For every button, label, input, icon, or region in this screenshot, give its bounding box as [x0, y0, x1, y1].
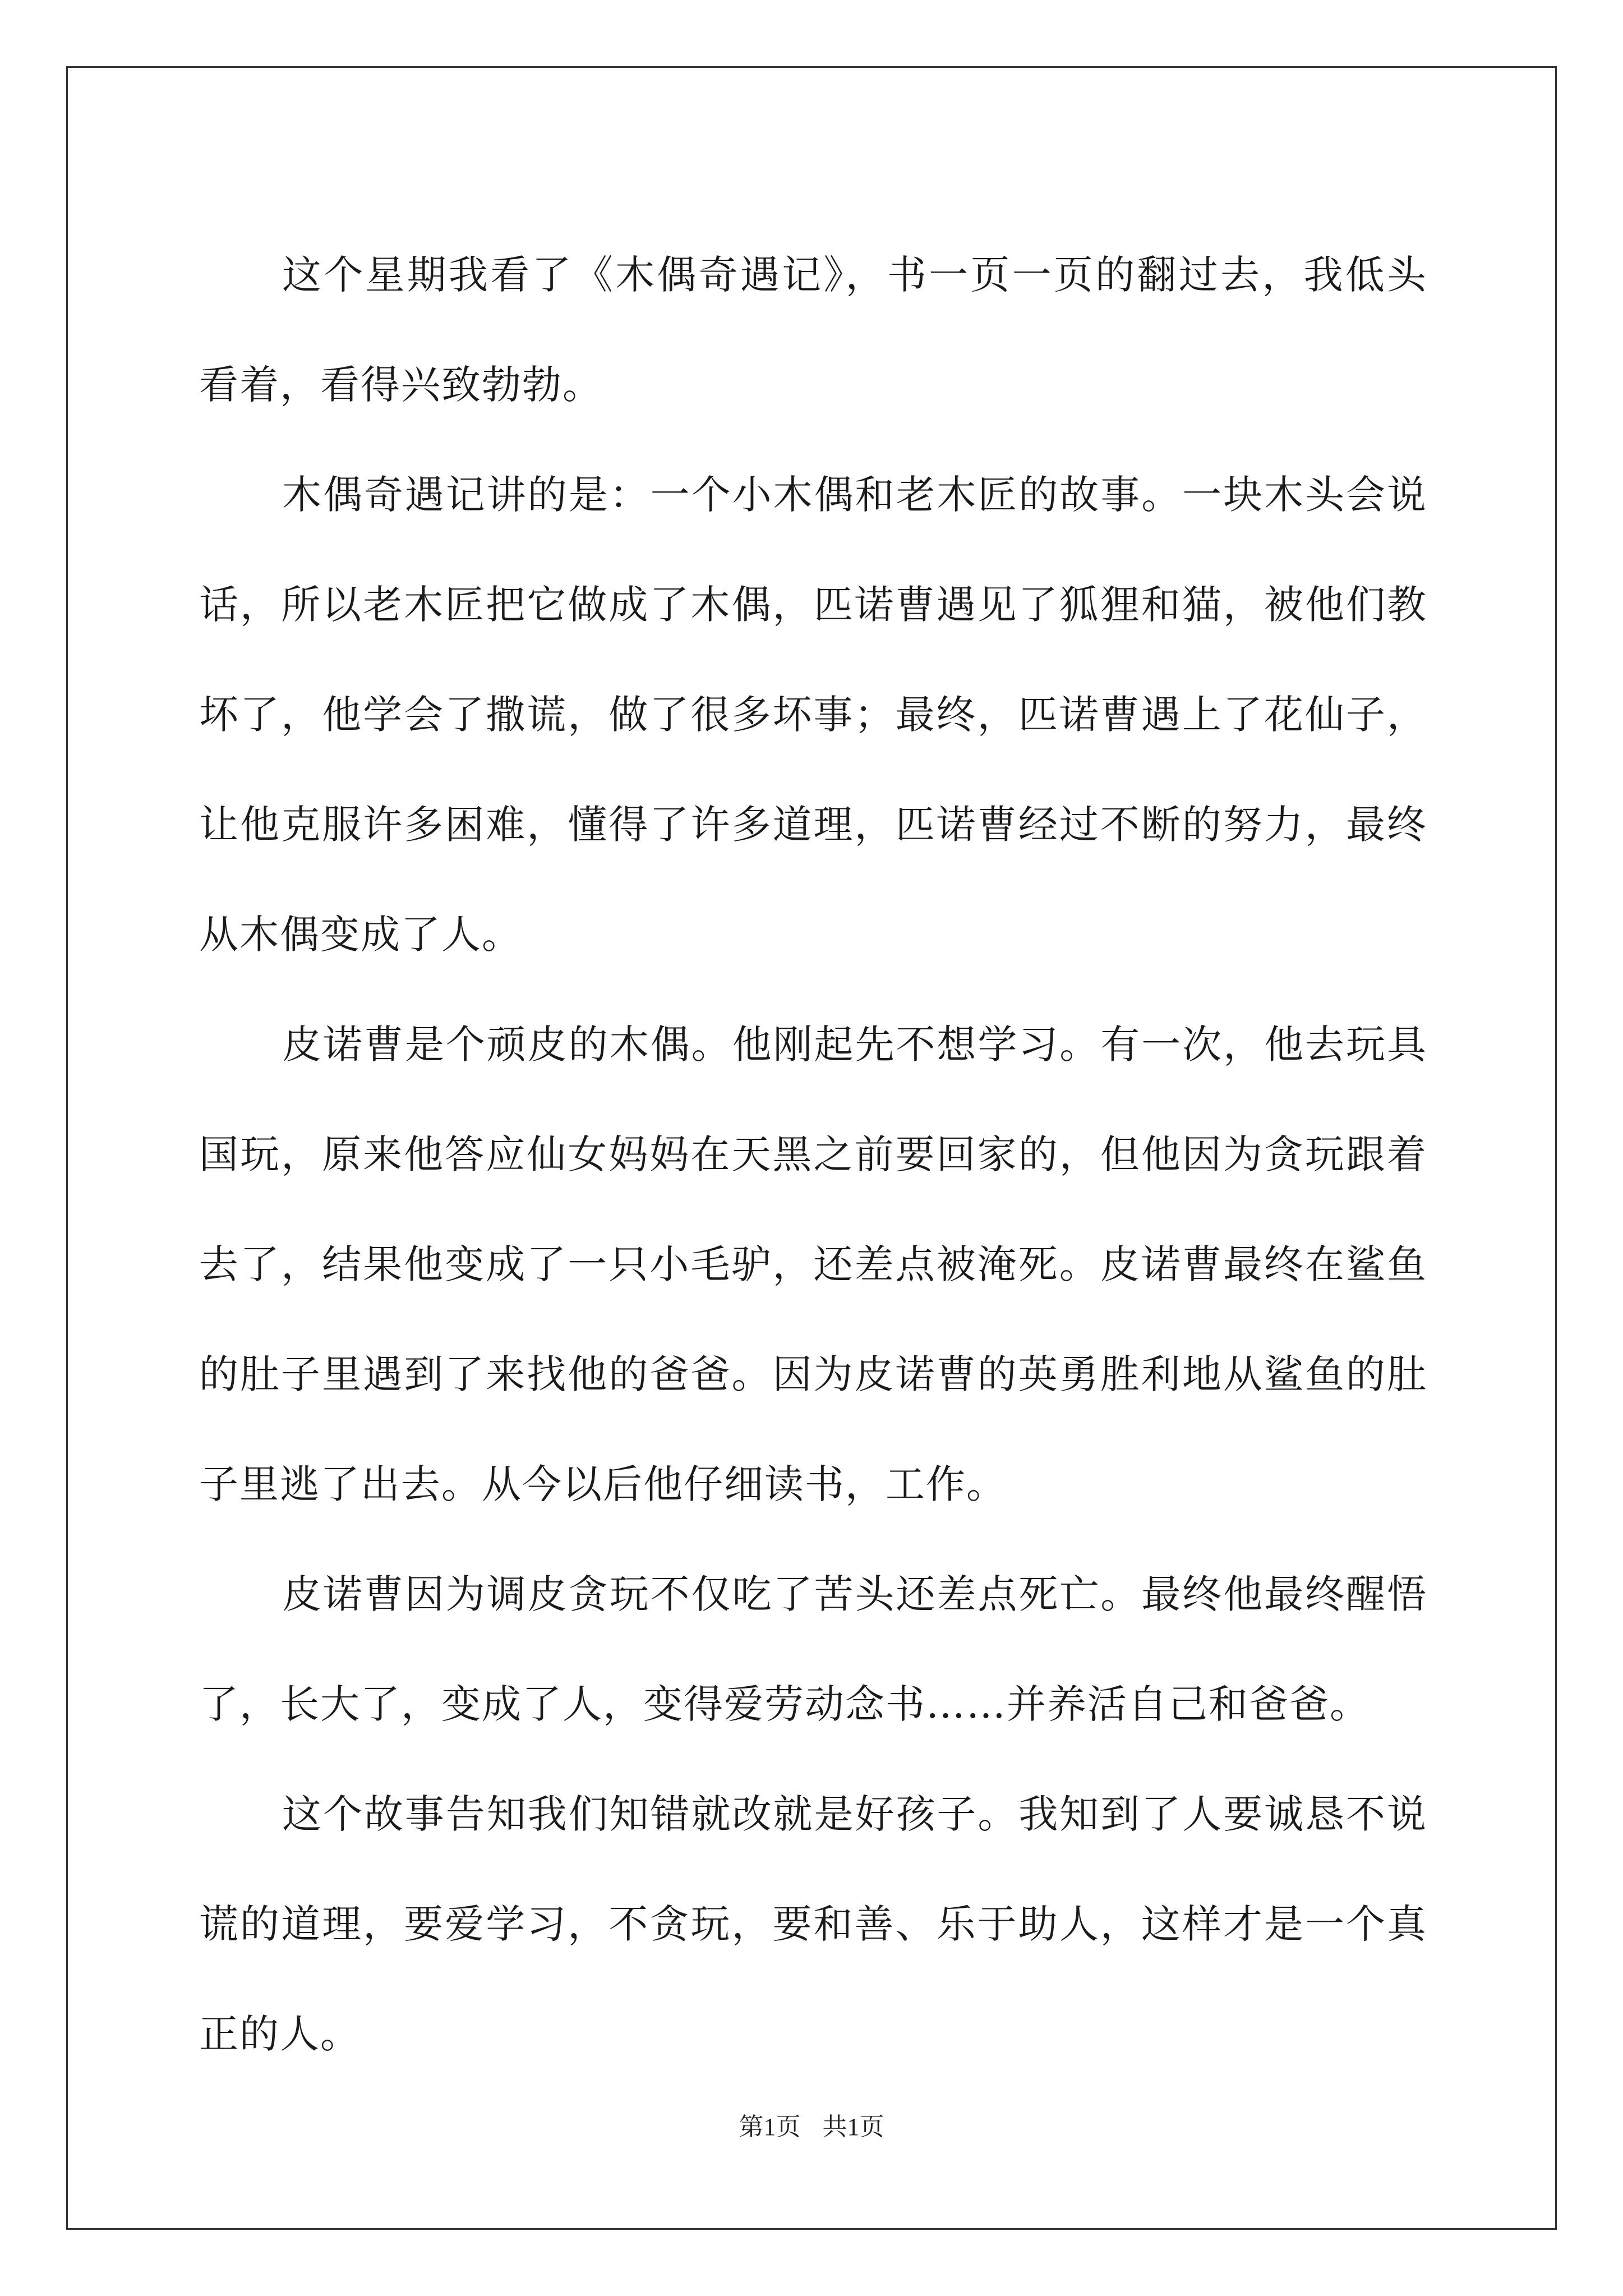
- paragraph: 这个故事告知我们知错就改就是好孩子。我知到了人要诚恳不说谎的道理，要爱学习，不贪玩，要和善、乐于助人，这样才是一个真正的人。: [199, 1791, 1427, 2057]
- paragraph: 皮诺曹因为调皮贪玩不仅吃了苦头还差点死亡。最终他最终醒悟了，长大了，变成了人，变得爱劳动念书……并养活自己和爸爸。: [199, 1571, 1427, 1727]
- paragraph: 木偶奇遇记讲的是：一个小木偶和老木匠的故事。一块木头会说话，所以老木匠把它做成了木偶，匹诺曹遇见了狐狸和猫，被他们教坏了，他学会了撒谎，做了很多坏事；最终，匹诺曹遇上了花仙子，让他克服许多困难，懂得了许多道理，匹诺曹经过不断的努力，最终从木偶变成了人。: [199, 472, 1427, 958]
- paragraph: 这个星期我看了《木偶奇遇记》，书一页一页的翻过去，我低头看着，看得兴致勃勃。: [199, 252, 1427, 408]
- page-number: 第1页: [739, 2113, 801, 2141]
- page-footer: [0, 2106, 1623, 2142]
- paragraph: 皮诺曹是个顽皮的木偶。他刚起先不想学习。有一次，他去玩具国玩，原来他答应仙女妈妈在天黑之前要回家的，但他因为贪玩跟着去了，结果他变成了一只小毛驴，还差点被淹死。皮诺曹最终在鲨鱼的肚子里遇到了来找他的爸爸。因为皮诺曹的英勇胜利地从鲨鱼的肚子里逃了出去。从今以后他仔细读书，工作。: [199, 1022, 1427, 1507]
- document-body: [199, 220, 1427, 2089]
- page-total: 共1页: [822, 2113, 884, 2141]
